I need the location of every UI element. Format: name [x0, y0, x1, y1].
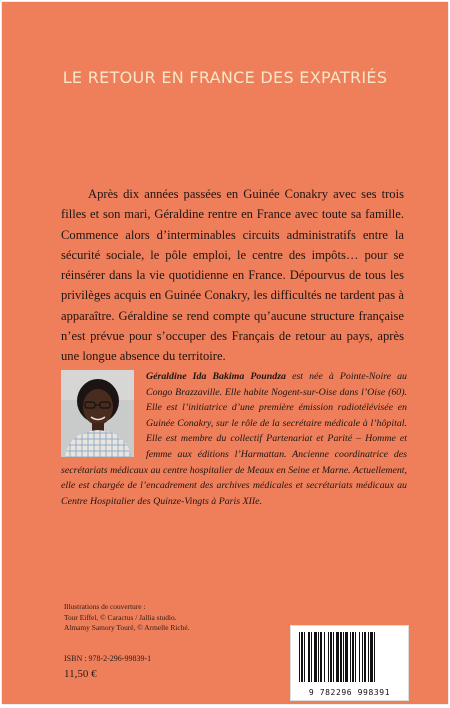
barcode-bar: [318, 632, 319, 682]
barcode-bar: [320, 632, 322, 682]
barcode-bar: [333, 632, 334, 682]
barcode-bar: [299, 632, 300, 682]
barcode-bar: [340, 632, 342, 682]
barcode-bar: [352, 632, 354, 682]
barcode-bar: [355, 632, 356, 682]
barcode-bar: [345, 632, 348, 682]
barcode: [290, 625, 409, 701]
author-name: Géraldine Ida Bakima Poundza: [146, 371, 286, 382]
barcode-bar: [359, 632, 360, 682]
credits-line: Almamy Samory Touré, © Armelle Riché.: [64, 623, 190, 633]
barcode-bars-icon: [297, 632, 402, 682]
barcode-bar: [324, 632, 325, 682]
book-summary: Après dix années passées en Guinée Conakry avec ses trois filles et son mari, Géraldine rentre en France avec toute sa famille. Commence alors d’interminables circuits administratifs entre la sécurité sociale, le pôle emploi, le centre des impôts… pour se réinsérer dans la vie quotidienne en France. Dépourvus de tous les privilèges acquis en Guinée Conakry, les difficultés ne tardent pas à apparaître. Géraldine se rend compte qu’aucune structure française n’est prévue pour s’occuper des Français de retour au pays, après une longue absence du territoire.: [61, 187, 404, 364]
book-title: LE RETOUR EN FRANCE DES EXPATRIÉS: [62, 68, 388, 87]
barcode-bar: [343, 632, 344, 682]
barcode-bar: [370, 632, 373, 682]
barcode-bar: [330, 632, 332, 682]
barcode-bar: [308, 632, 310, 682]
barcode-bar: [374, 632, 375, 682]
barcode-bar: [362, 632, 363, 682]
price: 11,50 €: [64, 668, 97, 680]
barcode-bar: [368, 632, 369, 682]
author-bio: [61, 369, 407, 509]
barcode-bar: [304, 632, 305, 682]
barcode-bar: [364, 632, 366, 682]
credits-line: Tour Eiffel, © Caractus / Jallia studio.: [64, 612, 177, 622]
author-bio-text: est née à Pointe-Noire au Congo Brazzaville. Elle habite Nogent-sur-Oise dans l’Oise (60). Elle est l’initiatrice d’une première émission radiotélévisée en Guinée Conakry, sur le rôle de la secrétaire médicale à l’hôpital. Elle est membre du collectif Partenariat et Parité – Homme et femme aux éditions l’Harmattan. Ancienne coordinatrice des secrétariats médicaux au centre hospitalier de Meaux en Seine et Marne. Actuellement, elle est chargée de l’encadrement des archives médicales et secrétariats médicaux au Centre Hospitalier des Quinze-Vingts à Paris XIIe.: [61, 371, 407, 507]
barcode-bar: [314, 632, 317, 682]
barcode-bar: [350, 632, 351, 682]
cover-credits: [64, 602, 264, 634]
barcode-bar: [311, 632, 312, 682]
isbn: ISBN : 978-2-296-99839-1: [64, 654, 152, 663]
barcode-number: 9 782296 998391: [308, 688, 391, 697]
credits-line: Illustrations de couverture :: [64, 602, 146, 611]
book-back-cover: [2, 2, 448, 704]
barcode-bar: [328, 632, 329, 682]
barcode-bar: [301, 632, 303, 682]
barcode-bar: [336, 632, 339, 682]
